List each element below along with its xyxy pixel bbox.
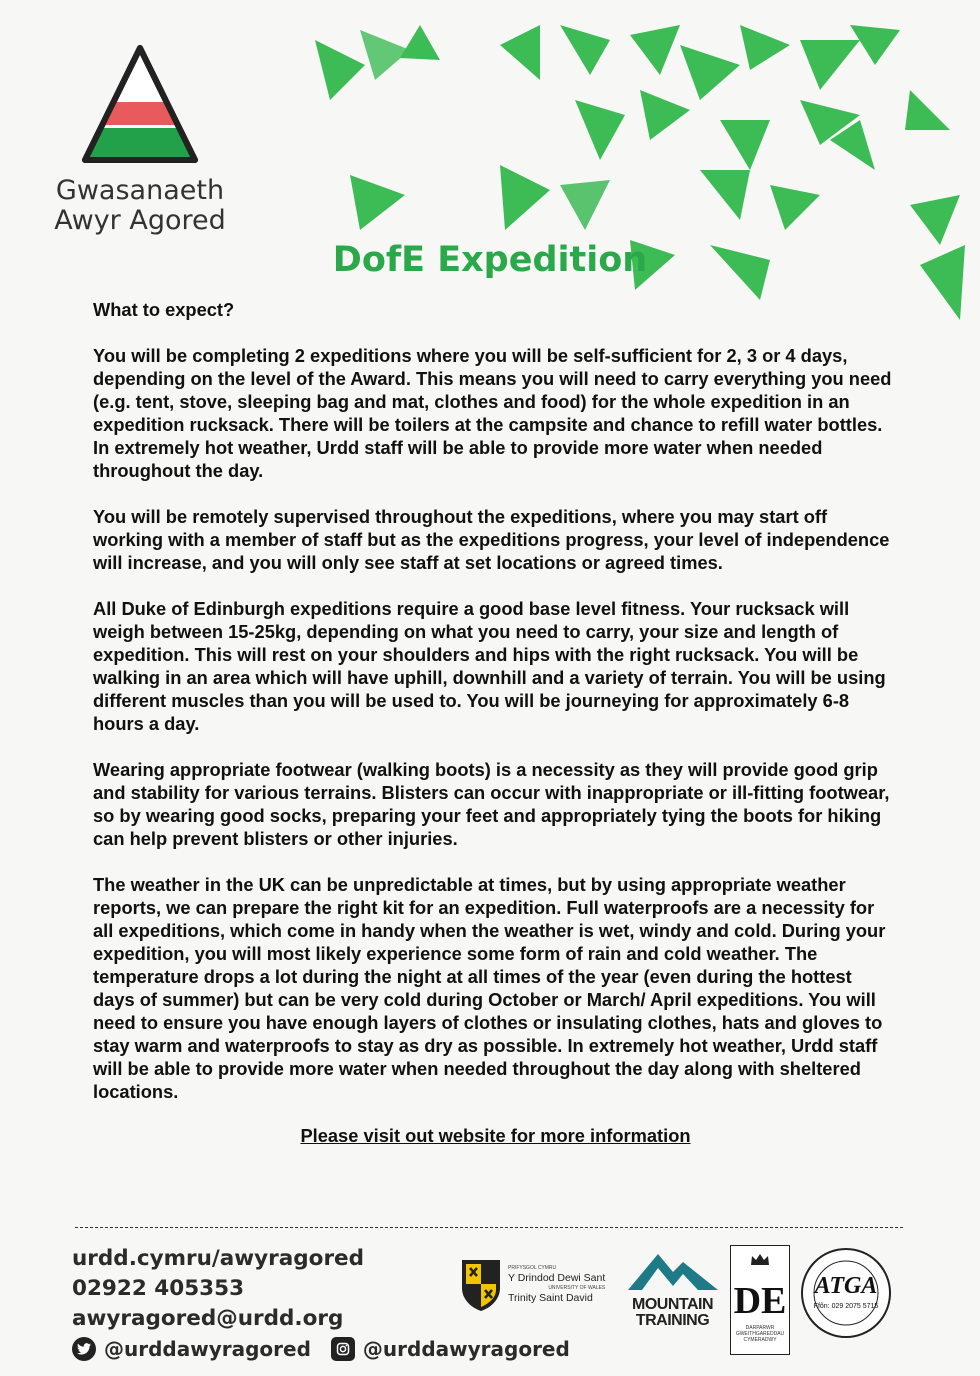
triangle-shape [575, 100, 625, 160]
tsd-welsh-small: PRIFYSGOL CYMRU [508, 1265, 557, 1271]
twitter-link[interactable] [72, 1337, 311, 1361]
main-content [93, 298, 898, 1147]
mountain-training-line-2: TRAINING [635, 1312, 710, 1329]
instagram-link[interactable] [331, 1337, 570, 1361]
logo-line-1: Gwasanaeth [55, 175, 225, 206]
triangle-shape [640, 90, 690, 140]
twitter-handle: @urddawyragored [104, 1337, 311, 1361]
instagram-handle: @urddawyragored [362, 1337, 570, 1361]
paragraph: You will be remotely supervised throughout the expeditions, where you may start off working with a member of staff but as the expeditions progress, your level of independence will increase, and you will only see staff at set locations or agreed times. [93, 506, 890, 573]
triangle-shape [630, 25, 680, 75]
website-link[interactable]: Please visit out website for more information [300, 1125, 691, 1146]
contact-website[interactable]: urdd.cymru/awyragored [72, 1246, 365, 1271]
triangle-shape [560, 25, 610, 75]
triangle-shape [500, 25, 540, 80]
triangle-shape [315, 40, 365, 100]
triangle-shape [680, 45, 740, 100]
mountain-icon [628, 1250, 718, 1292]
triangle-shape [850, 25, 900, 65]
paragraph: You will be completing 2 expeditions where you will be self-sufficient for 2, 3 or 4 days, depending on the level of the Award. This means you will need to carry everything you need (e.g. tent, stove, sleeping bag and mat, clothes and food) for the whole expedition in an expedition rucksack. There will be toilers at the campsite and chance to refill water bottles. In extremely hot weather, Urdd staff will be able to provide more water when needed throughout the day. [93, 345, 892, 481]
triangle-shape [910, 195, 960, 245]
dofe-approved-provider-logo [730, 1245, 790, 1355]
paragraph: The weather in the UK can be unpredictable at times, but by using appropriate weather reports, we can prepare the right kit for an expedition. Full waterproofs are a necessity for all expeditions, which come in handy when the weather is wet, windy and cold. During your expedition, you will most likely experience some form of rain and cold weather. The temperature drops a lot during the night at all times of the year (even during the hottest days of summer) but can be very cold during October or March/ April expeditions. You will need to ensure you have enough layers of clothes or insulating clothes, hats and gloves to stay warm and waterproofs to stay as dry as possible. In extremely hot weather, Urdd staff will be able to provide more water when needed throughout the day along with sheltered locations. [93, 874, 886, 1102]
trinity-saint-david-logo [460, 1258, 610, 1312]
contact-email[interactable]: awyragored@urdd.org [72, 1306, 344, 1331]
social-links [72, 1337, 590, 1361]
twitter-bird-icon [72, 1337, 96, 1361]
triangle-shape [905, 90, 950, 130]
decorative-triangles [300, 20, 980, 340]
triangle-shape [770, 185, 820, 230]
triangle-shape [400, 25, 440, 60]
triangle-shape [350, 175, 405, 230]
triangle-shape [700, 170, 750, 220]
triangle-shape [500, 165, 550, 230]
dofe-mark: DE [733, 1280, 787, 1322]
page-title: DofE Expedition [332, 240, 648, 280]
contact-info [72, 1244, 364, 1334]
tsd-welsh-name: Y Drindod Dewi Sant [508, 1272, 606, 1284]
logo-line-2: Awyr Agored [54, 205, 226, 236]
triangle-logo-icon [75, 40, 205, 170]
dofe-provider-text: DARPARWR GWEITHGAREDDAU CYMERADWY [735, 1325, 785, 1343]
mountain-training-line-1: MOUNTAIN [631, 1296, 714, 1313]
paragraph: Wearing appropriate footwear (walking boots) is a necessity as they will provide good grip and stability for various terrains. Blisters can occur with inappropriate or ill-fitting footwear, so by wearing good socks, preparing your feet and appropriately tying the boots for hiking can help prevent blisters or other injuries. [93, 759, 890, 849]
tsd-english-small: UNIVERSITY OF WALES [548, 1285, 606, 1291]
dashed-divider [75, 1227, 903, 1228]
crown-icon [750, 1252, 770, 1266]
instagram-icon [331, 1337, 355, 1361]
triangle-shape [800, 40, 860, 90]
contact-phone: 02922 405353 [72, 1276, 245, 1301]
mountain-training-logo [625, 1250, 720, 1329]
section-heading: What to expect? [93, 299, 235, 320]
triangle-shape [740, 25, 790, 70]
shield-crest-icon [460, 1258, 502, 1312]
triangle-shape [720, 120, 770, 170]
paragraph: All Duke of Edinburgh expeditions require a good base level fitness. Your rucksack will weigh between 15-25kg, depending on what you need to carry, your size and length of expedition. This will rest on your shoulders and hips with the right rucksack. You will be walking in an area which will have uphill, downhill and a variety of terrain. You will be using different muscles than you will be used to. You will be journeying for approximately 6-8 hours a day. [93, 598, 886, 734]
urdd-logo [40, 40, 240, 236]
triangle-shape [560, 180, 610, 230]
atga-text: ATGA [814, 1273, 878, 1299]
atga-phone: Ffôn: 029 2075 5715 [813, 1303, 879, 1310]
atga-logo [798, 1245, 894, 1341]
tsd-english-name: Trinity Saint David [508, 1292, 593, 1304]
